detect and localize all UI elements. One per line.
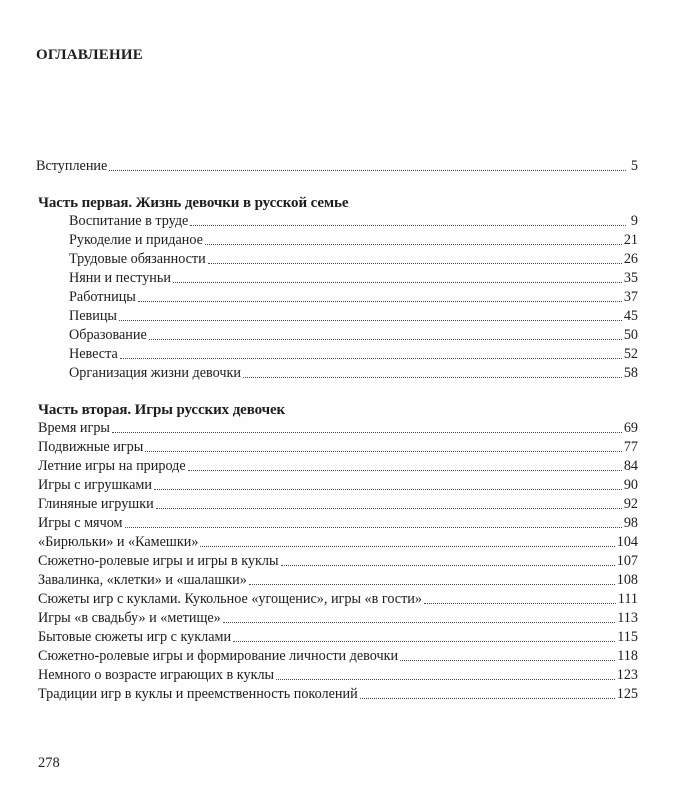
dot-leader xyxy=(400,660,615,661)
dot-leader xyxy=(223,622,615,623)
toc-entry-title: Игры с мячом xyxy=(38,515,123,531)
toc-entry[interactable] xyxy=(69,231,638,249)
toc-entry-title: Вступление xyxy=(36,158,108,174)
toc-entry-title: Подвижные игры xyxy=(38,439,144,455)
dot-leader xyxy=(112,432,622,433)
toc-entry[interactable] xyxy=(69,212,638,230)
dot-leader xyxy=(125,527,622,528)
toc-entry-page: 26 xyxy=(623,251,638,267)
dot-leader xyxy=(156,508,622,509)
page-number: 278 xyxy=(38,755,60,771)
toc-entry-title: Сюжеты игр с куклами. Кукольное «угощенис», игры «в гости» xyxy=(38,591,422,607)
toc-entry[interactable] xyxy=(69,307,638,325)
toc-entry-title: Игры «в свадьбу» и «метище» xyxy=(38,610,221,626)
part-two-heading: Часть вторая. Игры русских девочек xyxy=(38,402,286,418)
toc-entry[interactable] xyxy=(38,628,638,646)
dot-leader xyxy=(424,603,616,604)
toc-entry-page: 115 xyxy=(617,629,638,645)
dot-leader xyxy=(205,244,622,245)
toc-entry[interactable] xyxy=(69,250,638,268)
toc-entry-page: 77 xyxy=(623,439,638,455)
toc-entry-title: Образование xyxy=(69,327,147,343)
toc-entry-page: 21 xyxy=(623,232,638,248)
toc-entry[interactable] xyxy=(38,419,638,437)
toc-entry[interactable] xyxy=(38,571,638,589)
dot-leader xyxy=(233,641,615,642)
toc-entry-page: 35 xyxy=(623,270,638,286)
dot-leader xyxy=(173,282,622,283)
toc-entry[interactable] xyxy=(38,552,638,570)
toc-entry-page: 111 xyxy=(617,591,638,607)
toc-entry-page: 92 xyxy=(623,496,638,512)
toc-entry-page: 37 xyxy=(623,289,638,305)
toc-entry-title: «Бирюльки» и «Камешки» xyxy=(38,534,199,550)
toc-entry-page: 125 xyxy=(616,686,638,702)
toc-entry-title: Трудовые обязанности xyxy=(69,251,206,267)
dot-leader xyxy=(154,489,622,490)
toc-entry[interactable] xyxy=(38,514,638,532)
toc-entry-page: 50 xyxy=(623,327,638,343)
toc-entry[interactable] xyxy=(38,666,638,684)
dot-leader xyxy=(276,679,615,680)
toc-entry-page: 69 xyxy=(623,420,638,436)
dot-leader xyxy=(360,698,615,699)
toc-entry-title: Летние игры на природе xyxy=(38,458,186,474)
page-title: ОГЛАВЛЕНИЕ xyxy=(36,47,143,63)
toc-entry-title: Организация жизни девочки xyxy=(69,365,241,381)
toc-entry-page: 118 xyxy=(617,648,638,664)
toc-entry-title: Рукоделие и приданое xyxy=(69,232,203,248)
dot-leader xyxy=(188,470,622,471)
toc-entry[interactable] xyxy=(38,476,638,494)
toc-entry-title: Работницы xyxy=(69,289,136,305)
toc-entry-title: Певицы xyxy=(69,308,117,324)
toc-entry[interactable] xyxy=(38,609,638,627)
toc-entry-title: Немного о возрасте играющих в куклы xyxy=(38,667,275,683)
toc-entry-page: 123 xyxy=(616,667,638,683)
toc-entry[interactable] xyxy=(38,685,638,703)
toc-entry-page: 45 xyxy=(623,308,638,324)
toc-entry-title: Воспитание в труде xyxy=(69,213,189,229)
toc-entry-page: 104 xyxy=(616,534,638,550)
toc-entry-page: 9 xyxy=(630,213,638,229)
dot-leader xyxy=(208,263,622,264)
toc-entry-title: Завалинка, «клетки» и «шалашки» xyxy=(38,572,247,588)
toc-entry-title: Бытовые сюжеты игр с куклами xyxy=(38,629,232,645)
dot-leader xyxy=(120,358,622,359)
toc-entry[interactable] xyxy=(69,326,638,344)
toc-entry[interactable] xyxy=(69,345,638,363)
dot-leader xyxy=(149,339,622,340)
toc-entry-title: Традиции игр в куклы и преемственность поколений xyxy=(38,686,358,702)
dot-leader xyxy=(138,301,622,302)
toc-entry-page: 52 xyxy=(623,346,638,362)
dot-leader xyxy=(249,584,615,585)
dot-leader xyxy=(243,377,622,378)
toc-entry-title: Глиняные игрушки xyxy=(38,496,154,512)
toc-entry-title: Игры с игрушками xyxy=(38,477,152,493)
toc-entry-intro[interactable] xyxy=(36,157,638,175)
toc-entry-title: Невеста xyxy=(69,346,118,362)
toc-entry-page: 98 xyxy=(623,515,638,531)
dot-leader xyxy=(200,546,614,547)
toc-entry-page: 5 xyxy=(630,158,638,174)
toc-entry-title: Сюжетно-ролевые игры и формирование личности девочки xyxy=(38,648,399,664)
toc-entry[interactable] xyxy=(38,457,638,475)
toc-entry[interactable] xyxy=(38,590,638,608)
dot-leader xyxy=(190,225,626,226)
part-one-heading: Часть первая. Жизнь девочки в русской семье xyxy=(38,195,349,211)
toc-entry-page: 84 xyxy=(623,458,638,474)
toc-entry-page: 90 xyxy=(623,477,638,493)
dot-leader xyxy=(109,170,626,171)
toc-entry-title: Время игры xyxy=(38,420,110,436)
toc-entry[interactable] xyxy=(38,533,638,551)
toc-entry-page: 113 xyxy=(617,610,638,626)
dot-leader xyxy=(281,565,615,566)
toc-entry-title: Сюжетно-ролевые игры и игры в куклы xyxy=(38,553,279,569)
toc-entry-page: 107 xyxy=(616,553,638,569)
dot-leader xyxy=(145,451,622,452)
toc-entry[interactable] xyxy=(38,438,638,456)
toc-entry[interactable] xyxy=(69,288,638,306)
toc-entry[interactable] xyxy=(38,495,638,513)
dot-leader xyxy=(119,320,622,321)
toc-entry[interactable] xyxy=(69,269,638,287)
toc-entry[interactable] xyxy=(69,364,638,382)
toc-entry[interactable] xyxy=(38,647,638,665)
toc-entry-page: 108 xyxy=(616,572,638,588)
toc-entry-title: Няни и пестуньи xyxy=(69,270,171,286)
toc-entry-page: 58 xyxy=(623,365,638,381)
